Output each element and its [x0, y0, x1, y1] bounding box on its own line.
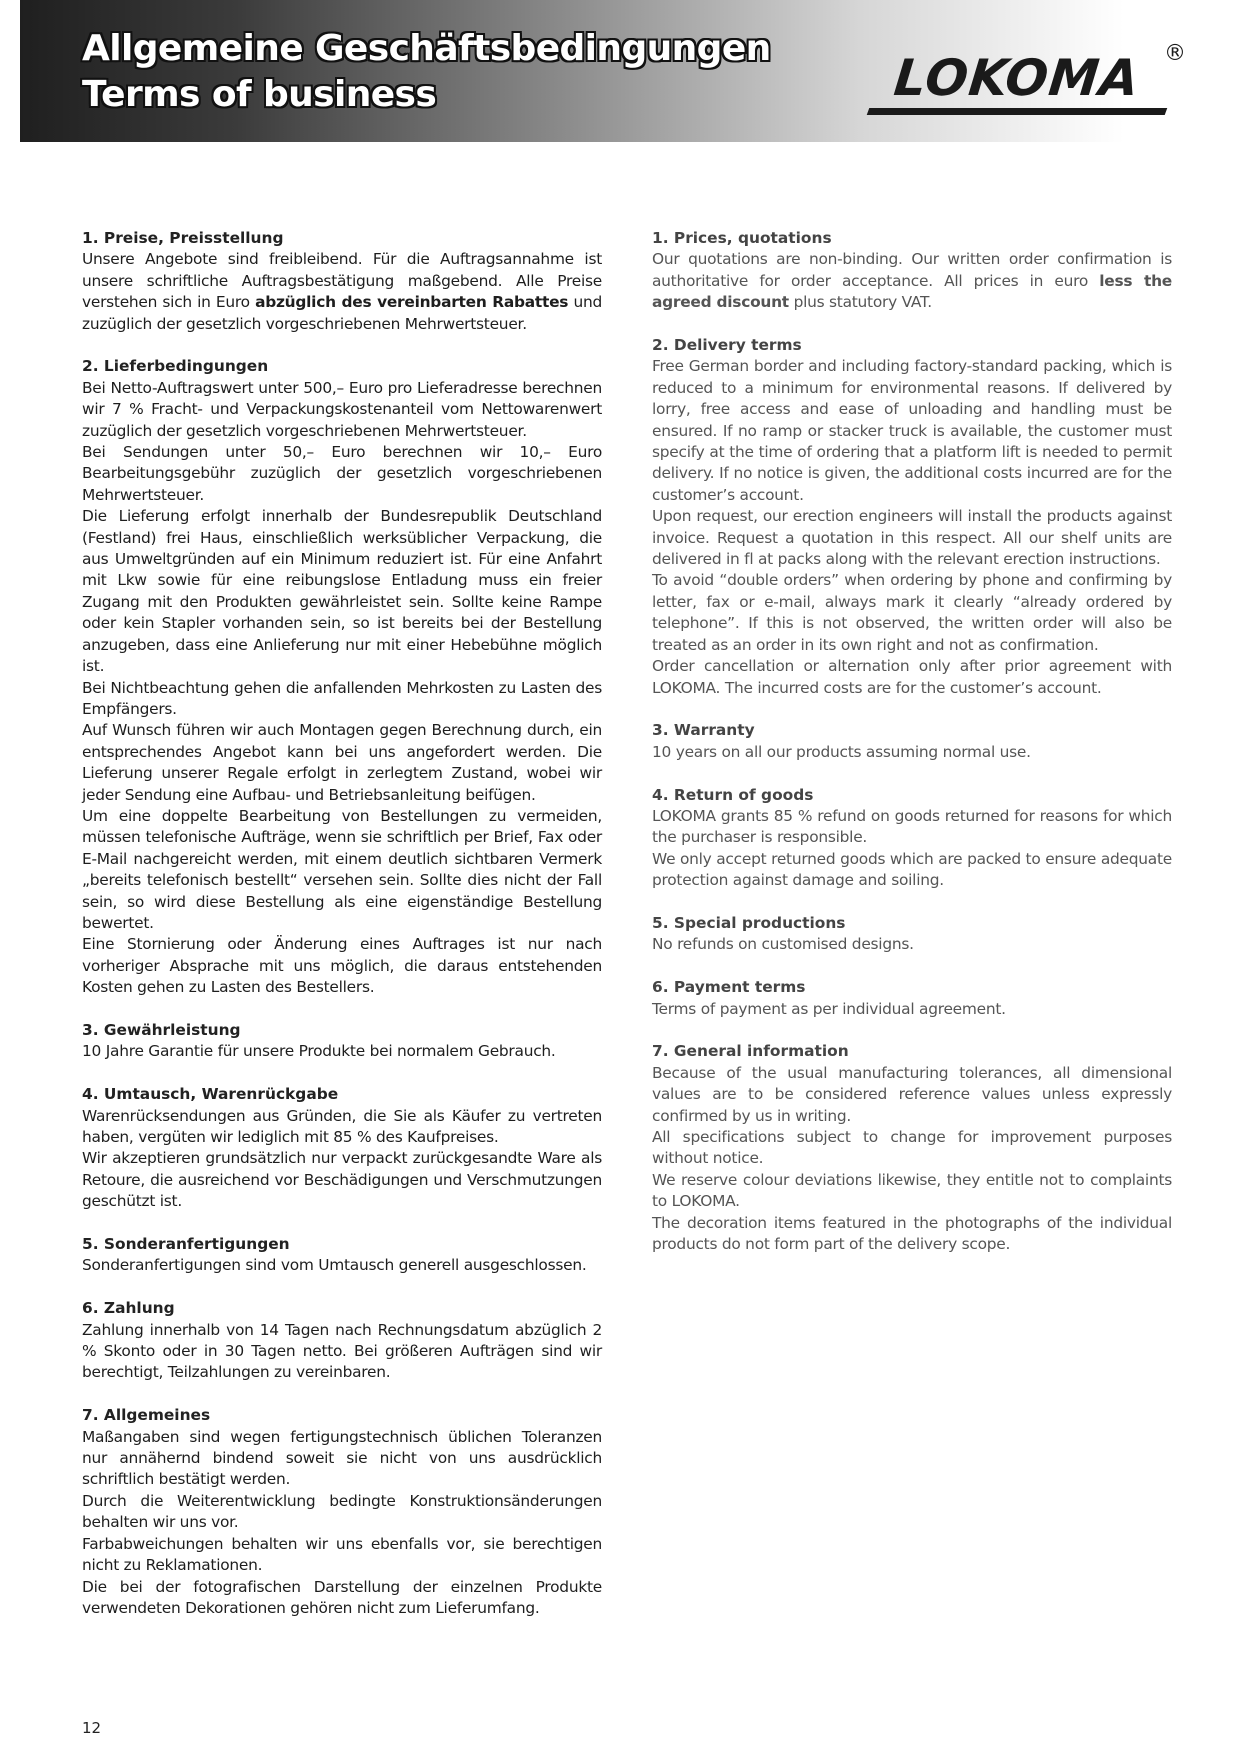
- en-general-paragraph: The decoration items featured in the photographs of the individual products do not form part of the delivery scope.: [652, 1213, 1172, 1253]
- de-delivery-paragraph: Bei Sendungen unter 50,– Euro berechnen wir 10,– Euro Bearbeitungsgebühr zuzüglich der gesetzlich vorgeschriebenen Mehrwertsteuer.: [82, 443, 602, 504]
- de-delivery-paragraph: Auf Wunsch führen wir auch Montagen gegen Berechnung durch, ein entsprechendes Angebot kann bei uns angefordert werden. Die Lieferung unserer Regale erfolgt in zerlegtem Zustand, wobei wir jeder Sendung eine Aufbau- und Betriebsanleitung beifügen.: [82, 721, 602, 804]
- de-heading-delivery: 2. Lieferbedingungen: [82, 357, 269, 376]
- de-payment-text: Zahlung innerhalb von 14 Tagen nach Rechnungsdatum abzüglich 2 % Skonto oder in 30 Tagen netto. Bei größeren Aufträgen sind wir berechtigt, Teilzahlungen zu vereinbaren.: [82, 1320, 602, 1382]
- en-heading-payment: 6. Payment terms: [652, 978, 806, 997]
- de-heading-warranty: 3. Gewährleistung: [82, 1021, 241, 1039]
- en-returns-paragraph: LOKOMA grants 85 % refund on goods returned for reasons for which the purchaser is responsible.: [652, 806, 1172, 847]
- en-section-special: [652, 913, 1172, 956]
- en-delivery-paragraph: Free German border and including factory-standard packing, which is reduced to a minimum for environmental reasons. If delivered by lorry, free access and ease of unloading and handling must be ensured. If no ramp or stacker truck is available, the customer must specify at the time of ordering that a platform lift is needed to permit delivery. If no notice is given, the additional costs incurred are for the customer’s account.: [652, 357, 1172, 504]
- de-prices-text-start: Unsere Angebote sind freibleibend. Für die Auftragsannahme ist unsere schriftliche Auftragsbestätigung maßgebend. Alle Preise verstehen sich in Euro: [82, 250, 602, 312]
- en-section-warranty: [652, 720, 1172, 763]
- en-delivery-paragraph: Upon request, our erection engineers will install the products against invoice. Request a quotation in this respect. All our shelf units are delivered in fl at packs along with the relevant erection instructions.: [652, 507, 1172, 569]
- en-heading-prices: 1. Prices, quotations: [652, 229, 832, 247]
- en-heading-general: 7. General information: [652, 1042, 849, 1061]
- en-heading-special: 5. Special productions: [652, 913, 846, 932]
- en-delivery-paragraph: To avoid “double orders” when ordering by phone and confirming by letter, fax or e-mail, always mark it clearly “already ordered by telephone”. If this is not observed, the written order will also be treated as an order in its own right and not as confirmation.: [652, 571, 1172, 654]
- en-section-delivery: [652, 335, 1172, 699]
- de-general-paragraph: Farbabweichungen behalten wir uns ebenfalls vor, sie berechtigen nicht zu Reklamationen.: [82, 1534, 602, 1575]
- de-heading-returns: 4. Umtausch, Warenrückgabe: [82, 1085, 339, 1104]
- en-payment-text: Terms of payment as per individual agreement.: [652, 999, 1006, 1018]
- de-section-special: [82, 1234, 602, 1277]
- en-prices-text-start: Our quotations are non-binding. Our written order confirmation is authoritative for order acceptance. All prices in euro: [652, 250, 1172, 290]
- en-prices-text-bold: less the agreed discount: [652, 271, 1172, 312]
- en-returns-paragraph: We only accept returned goods which are packed to ensure adequate protection against damage and soiling.: [652, 849, 1172, 890]
- logo-underline: [867, 108, 1168, 115]
- en-delivery-paragraph: Order cancellation or alternation only after prior agreement with LOKOMA. The incurred costs are for the customer’s account.: [652, 657, 1172, 697]
- de-section-payment: [82, 1298, 602, 1384]
- en-section-payment: [652, 977, 1172, 1020]
- de-returns-paragraph: Wir akzeptieren grundsätzlich nur verpackt zurückgesandte Ware als Retoure, die ausreichend vor Beschädigungen und Verschmutzungen geschützt ist.: [82, 1149, 602, 1211]
- de-delivery-paragraph: Die Lieferung erfolgt innerhalb der Bundesrepublik Deutschland (Festland) frei Haus, einschließlich werksüblicher Verpackung, die aus Umweltgründen auf ein Minimum reduziert ist. Für eine Anfahrt mit Lkw sowie für eine reibungslose Entladung muss ein freier Zugang mit den Produkten gewährleistet sein. Sollte keine Rampe oder kein Stapler vorhanden sein, so ist bereits bei der Bestellung anzugeben, dass eine Anlieferung nur mit einer Hebebühne möglich ist.: [82, 507, 602, 676]
- de-general-paragraph: Durch die Weiterentwicklung bedingte Konstruktionsänderungen behalten wir uns vor.: [82, 1491, 602, 1532]
- de-general-paragraph: Die bei der fotografischen Darstellung der einzelnen Produkte verwendeten Dekorationen gehören nicht zum Lieferumfang.: [82, 1577, 602, 1617]
- en-section-prices: [652, 228, 1172, 314]
- en-prices-text-end: plus statutory VAT.: [788, 293, 932, 312]
- de-heading-special: 5. Sonderanfertigungen: [82, 1235, 290, 1254]
- english-terms-column: [652, 228, 1172, 1277]
- en-general-paragraph: All specifications subject to change for improvement purposes without notice.: [652, 1127, 1172, 1168]
- page-number: 12: [82, 1719, 102, 1737]
- de-returns-paragraph: Warenrücksendungen aus Gründen, die Sie als Käufer zu vertreten haben, vergüten wir lediglich mit 85 % des Kaufpreises.: [82, 1106, 602, 1147]
- de-section-delivery: [82, 356, 602, 998]
- en-heading-returns: 4. Return of goods: [652, 785, 814, 804]
- logo-wordmark: LOKOMA: [891, 49, 1143, 107]
- registered-mark: ®: [1164, 41, 1186, 66]
- de-general-paragraph: Maßangaben sind wegen fertigungstechnisch üblichen Toleranzen nur annähernd bindend soweit sie nicht von uns ausdrücklich schriftlich bestätigt werden.: [82, 1427, 602, 1489]
- de-delivery-paragraph: Bei Netto-Auftragswert unter 500,– Euro pro Lieferadresse berechnen wir 7 % Fracht- und Verpackungskostenanteil vom Nettowarenwert zuzüglich der gesetzlich vorgeschriebenen Mehrwertsteuer.: [82, 378, 602, 440]
- de-warranty-text: 10 Jahre Garantie für unsere Produkte bei normalem Gebrauch.: [82, 1042, 556, 1061]
- en-heading-warranty: 3. Warranty: [652, 721, 755, 740]
- de-section-prices: [82, 228, 602, 335]
- en-section-returns: [652, 785, 1172, 892]
- en-section-general: [652, 1041, 1172, 1255]
- german-terms-column: [82, 228, 602, 1641]
- de-prices-text: [82, 249, 602, 335]
- page-title-english: Terms of business: [82, 74, 437, 115]
- en-heading-delivery: 2. Delivery terms: [652, 336, 802, 355]
- page-title-german: Allgemeine Geschäftsbedingungen: [82, 28, 771, 69]
- en-general-paragraph: Because of the usual manufacturing tolerances, all dimensional values are to be considered reference values unless expressly confirmed by us in writing.: [652, 1063, 1172, 1125]
- de-section-returns: [82, 1084, 602, 1212]
- en-warranty-text: 10 years on all our products assuming normal use.: [652, 742, 1031, 761]
- de-delivery-paragraph: Eine Stornierung oder Änderung eines Auftrages ist nur nach vorheriger Absprache mit uns möglich, die daraus entstehenden Kosten gehen zu Lasten des Bestellers.: [82, 935, 602, 997]
- de-delivery-paragraph: Bei Nichtbeachtung gehen die anfallenden Mehrkosten zu Lasten des Empfängers.: [82, 678, 602, 718]
- de-heading-payment: 6. Zahlung: [82, 1299, 175, 1318]
- de-prices-text-end: und zuzüglich der gesetzlich vorgeschriebenen Mehrwertsteuer.: [82, 293, 602, 333]
- lokoma-logo: [862, 41, 1186, 118]
- en-special-text: No refunds on customised designs.: [652, 935, 914, 954]
- de-special-text: Sonderanfertigungen sind vom Umtausch generell ausgeschlossen.: [82, 1256, 587, 1275]
- en-prices-text: [652, 249, 1172, 313]
- de-section-general: [82, 1405, 602, 1619]
- de-section-warranty: [82, 1020, 602, 1063]
- de-prices-text-bold: abzüglich des vereinbarten Rabattes: [255, 293, 569, 312]
- de-delivery-paragraph: Um eine doppelte Bearbeitung von Bestellungen zu vermeiden, müssen telefonische Aufträge, wenn sie schriftlich per Brief, Fax oder E-Mail nachgereicht werden, mit einem deutlich sichtbaren Vermerk „bereits telefonisch bestellt“ versehen sein. Sollte dies nicht der Fall sein, so wird diese Bestellung als eine eigenständige Bestellung bewertet.: [82, 806, 602, 932]
- de-heading-prices: 1. Preise, Preisstellung: [82, 229, 284, 247]
- de-heading-general: 7. Allgemeines: [82, 1406, 211, 1425]
- en-general-paragraph: We reserve colour deviations likewise, they entitle not to complaints to LOKOMA.: [652, 1170, 1172, 1211]
